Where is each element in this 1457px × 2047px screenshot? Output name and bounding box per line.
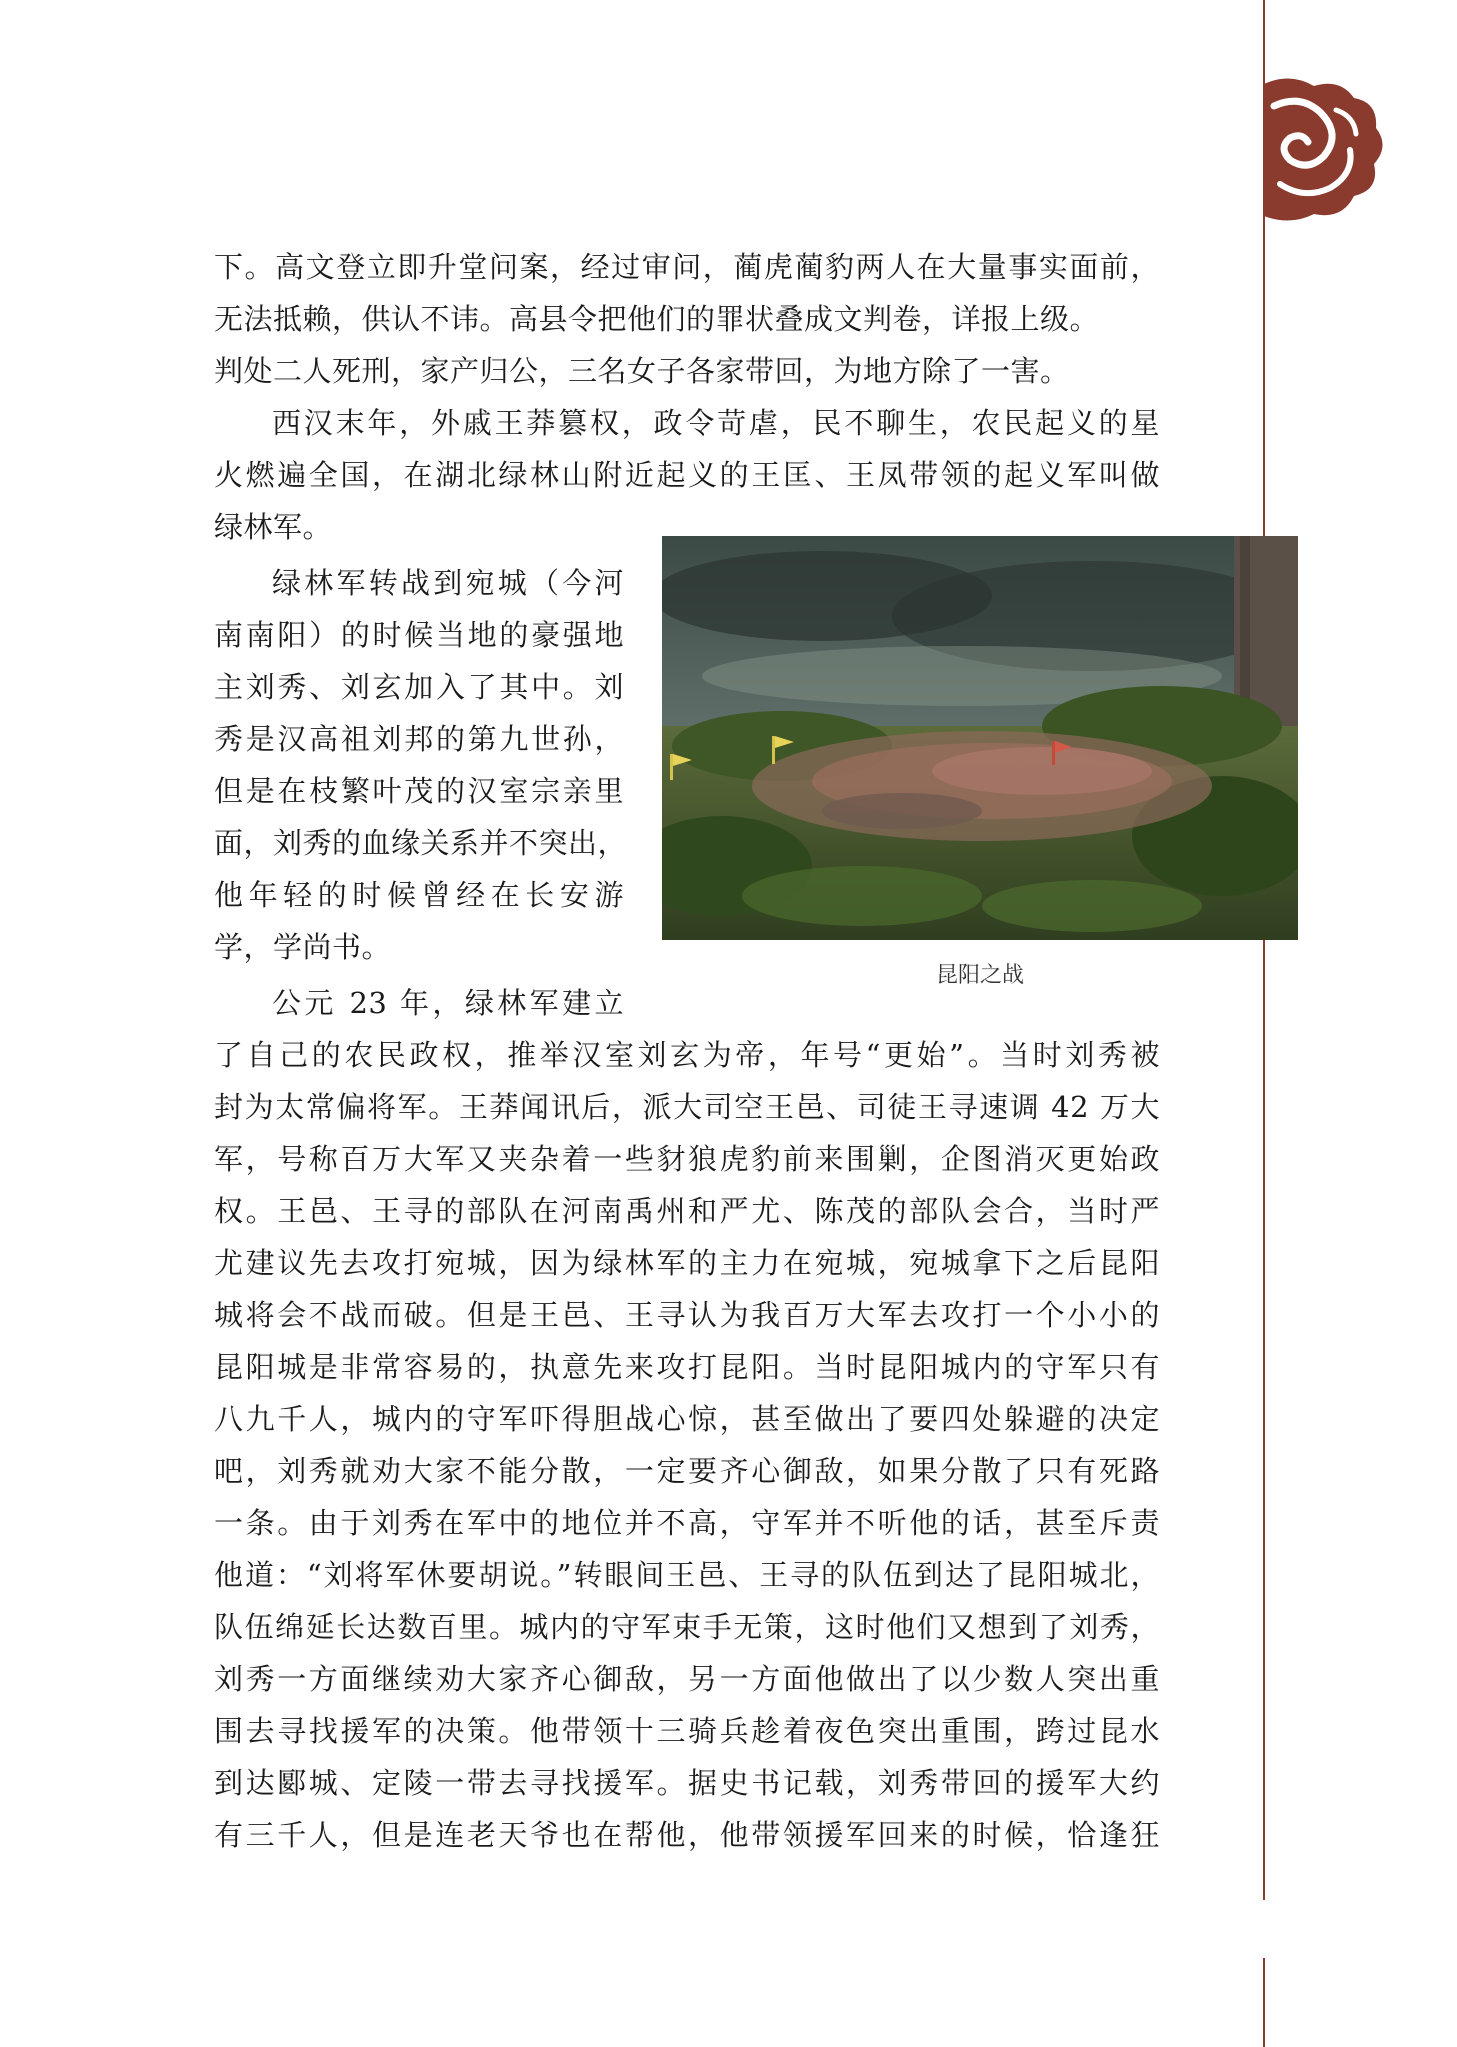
text-line: 公元 23 年，绿林军建立: [272, 986, 624, 1020]
margin-rule: [1263, 0, 1265, 1900]
text-line: 权。王邑、王寻的部队在河南禹州和严尤、陈茂的部队会合，当时严: [214, 1194, 1160, 1228]
text-line: 队伍绵延长达数百里。城内的守军束手无策，这时他们又想到了刘秀，: [214, 1610, 1160, 1644]
text-line: 八九千人，城内的守军吓得胆战心惊，甚至做出了要四处躲避的决定: [214, 1402, 1160, 1436]
figure-caption: 昆阳之战: [935, 963, 1024, 988]
text-line: 学，学尚书。: [214, 930, 392, 964]
text-line: 了自己的农民政权，推举汉室刘玄为帝，年号“更始”。当时刘秀被: [214, 1038, 1160, 1072]
text-line: 南南阳）的时候当地的豪强地: [214, 618, 624, 652]
margin-rule-lower: [1263, 1958, 1265, 2047]
text-line: 西汉末年，外戚王莽篡权，政令苛虐，民不聊生，农民起义的星: [272, 406, 1160, 440]
text-line: 主刘秀、刘玄加入了其中。刘: [214, 670, 624, 704]
text-line: 绿林军转战到宛城（今河: [272, 566, 624, 600]
text-line: 无法抵赖，供认不讳。高县令把他们的罪状叠成文判卷，详报上级。: [214, 302, 1100, 336]
text-line: 绿林军。: [214, 510, 333, 544]
text-line: 一条。由于刘秀在军中的地位并不高，守军并不听他的话，甚至斥责: [214, 1506, 1160, 1540]
text-line: 刘秀一方面继续劝大家齐心御敌，另一方面他做出了以少数人突出重: [214, 1662, 1160, 1696]
text-line: 吧，刘秀就劝大家不能分散，一定要齐心御敌，如果分散了只有死路: [214, 1454, 1160, 1488]
cloud-ornament-icon: [1250, 76, 1390, 226]
text-line: 到达郾城、定陵一带去寻找援军。据史书记载，刘秀带回的援军大约: [214, 1766, 1160, 1800]
text-line: 城将会不战而破。但是王邑、王寻认为我百万大军去攻打一个小小的: [214, 1298, 1160, 1332]
text-line: 昆阳城是非常容易的，执意先来攻打昆阳。当时昆阳城内的守军只有: [214, 1350, 1160, 1384]
text-line: 军，号称百万大军又夹杂着一些豺狼虎豹前来围剿，企图消灭更始政: [214, 1142, 1160, 1176]
text-line: 下。高文登立即升堂问案，经过审问，蔺虎蔺豹两人在大量事实面前，: [214, 250, 1160, 284]
text-line: 有三千人，但是连老天爷也在帮他，他带领援军回来的时候，恰逢狂: [214, 1818, 1160, 1852]
text-line: 判处二人死刑，家产归公，三名女子各家带回，为地方除了一害。: [214, 354, 1070, 388]
text-line: 火燃遍全国，在湖北绿林山附近起义的王匡、王凤带领的起义军叫做: [214, 458, 1160, 492]
text-line: 围去寻找援军的决策。他带领十三骑兵趁着夜色突出重围，跨过昆水: [214, 1714, 1160, 1748]
text-line: 他道：“刘将军休要胡说。”转眼间王邑、王寻的队伍到达了昆阳城北，: [214, 1558, 1160, 1592]
text-line: 封为太常偏将军。王莽闻讯后，派大司空王邑、司徒王寻速调 42 万大: [214, 1090, 1160, 1124]
text-line: 但是在枝繁叶茂的汉室宗亲里: [214, 774, 624, 808]
text-line: 尤建议先去攻打宛城，因为绿林军的主力在宛城，宛城拿下之后昆阳: [214, 1246, 1160, 1280]
text-line: 他年轻的时候曾经在长安游: [214, 878, 624, 912]
battle-diorama-photo: [662, 536, 1298, 940]
text-line: 秀是汉高祖刘邦的第九世孙，: [214, 722, 624, 756]
text-line: 面，刘秀的血缘关系并不突出，: [214, 826, 628, 860]
